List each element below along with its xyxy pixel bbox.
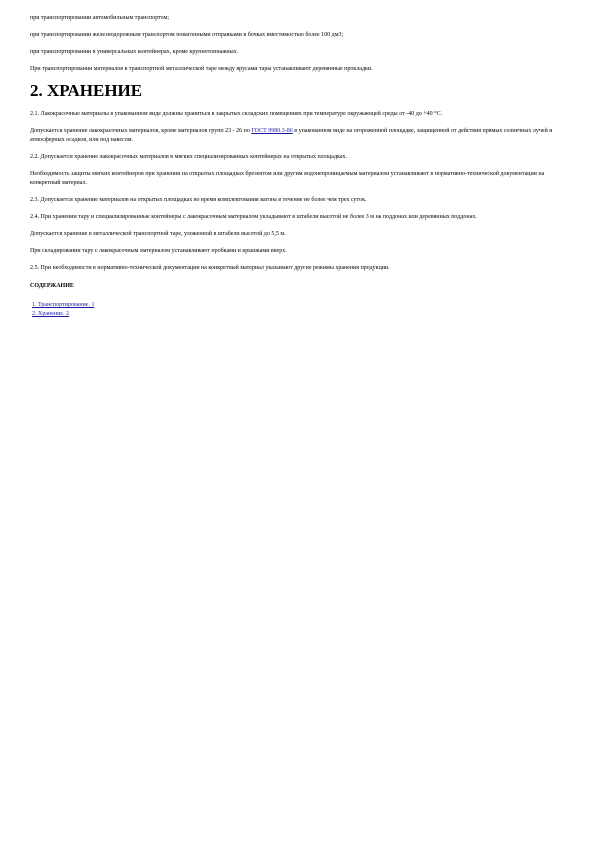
storage-paragraph-2-3: 2.3. Допускается хранение материалов на открытых площадках во время комплектования вагона в течение не более чем трех суток.	[30, 197, 367, 203]
storage-paragraph-2-2: 2.2. Допускается хранение лакокрасочных материалов в мягких специализированных контейнерах на открытых площадках.	[30, 154, 347, 160]
table-of-contents	[30, 301, 565, 319]
gost-9980-link[interactable]: ГОСТ 9980.3-86	[251, 128, 293, 134]
section-heading-storage: 2. ХРАНЕНИЕ	[30, 81, 143, 100]
storage-paragraph-2-1b-after: в упакованном виде на огороженной площадке, защищенной от действия прямых солнечных лучей и атмосферных осадков, или под навесом.	[30, 128, 553, 143]
transport-paragraph-1: при транспортировании автомобильным транспортом;	[30, 15, 170, 21]
storage-paragraph-2-1b	[30, 127, 565, 145]
transport-paragraph-4: При транспортировании материалов в транспортной металлической таре между ярусами тары устанавливают деревянные прокладки.	[30, 66, 373, 72]
storage-paragraph-2-5: 2.5. При необходимости в нормативно-технической документации на конкретный материал указывают другие режимы хранения продукции.	[30, 265, 390, 271]
storage-paragraph-2-1b-before: Допускается хранение лакокрасочных материалов, кроме материалов групп 23 - 26 по	[30, 128, 252, 134]
storage-paragraph-2-1: 2.1. Лакокрасочные материалы в упакованном виде должны храниться в закрытых складских помещениях при температуре окружающей среды от -40 до +40 °С.	[30, 111, 443, 117]
toc-item-transport[interactable]: 1. Транспортирование. 1	[32, 302, 95, 308]
toc-title: СОДЕРЖАНИЕ	[30, 283, 74, 289]
storage-paragraph-2-4c: При складировании тару с лакокрасочным материалом устанавливают пробками и крышками вверх.	[30, 248, 287, 254]
toc-item-storage[interactable]: 2. Хранение. 2	[32, 311, 69, 317]
transport-paragraph-2: при транспортировании железнодорожным транспортом повагонными отправками в бочках вместимостью более 100 дм3;	[30, 32, 344, 38]
document-page	[30, 14, 565, 319]
storage-paragraph-2-4: 2.4. При хранении тару и специализированные контейнеры с лакокрасочным материалом укладывают в штабели высотой не более 3 м на поддонах или деревянных поддонах.	[30, 214, 477, 220]
storage-paragraph-2-4b: Допускается хранение в металлической транспортной таре, уложенной в штабели высотой до 5,5 м.	[30, 231, 286, 237]
transport-paragraph-3: при транспортировании в универсальных контейнерах, кроме крупнотоннажных.	[30, 49, 239, 55]
storage-paragraph-2-2b: Необходимость защиты мягких контейнеров при хранении на открытых площадках брезентом или другим водонепроницаемым материалом устанавливают в нормативно-технической документации на конкретный материал.	[30, 171, 545, 186]
